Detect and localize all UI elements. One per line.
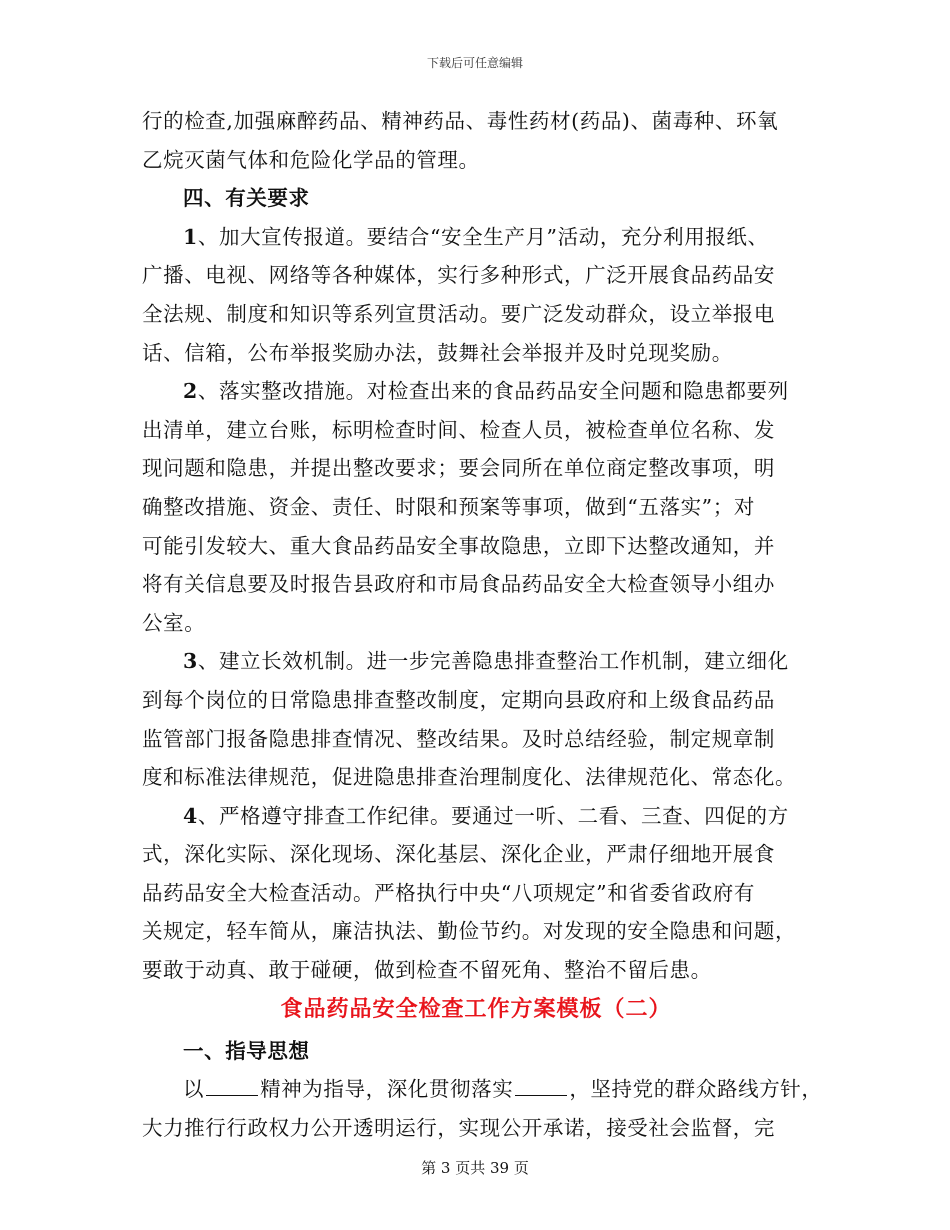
text-line: 出清单，建立台账，标明检查时间、检查人员，被检查单位名称、发 [142,417,775,442]
text-line: 监管部门报备隐患排查情况、整改结果。及时总结经验，制定规章制 [142,726,775,751]
fill-blank [515,1077,567,1096]
text-span: 、落实整改措施。对检查出来的食品药品安全问题和隐患都要列 [197,379,789,404]
text-line: 广播、电视、网络等各种媒体，实行多种形式，广泛开展食品药品安 [142,263,775,288]
text-line: 关规定，轻车简从，廉洁执法、勤俭节约。对发现的安全隐患和问题， [142,919,797,944]
paragraph-4-start [142,797,810,836]
page-header: 下载后可任意编辑 [426,56,523,70]
text-span: 、严格遵守排查工作纪律。要通过一听、二看、三查、四促的方 [197,803,789,828]
document-body [142,102,823,1147]
text-line: 全法规、制度和知识等系列宣贯活动。要广泛发动群众，设立举报电 [142,301,775,326]
text-line: 将有关信息要及时报告县政府和市局食品药品安全大检查领导小组办 [142,572,775,597]
paragraph-3-start [142,642,810,681]
text-span: 精神为指导，深化贯彻落实 [260,1077,514,1102]
text-line: 到每个岗位的日常隐患排查整改制度，定期向县政府和上级食品药品 [142,687,775,712]
fill-blank [206,1077,258,1096]
text-span: 、建立长效机制。进一步完善隐患排查整治工作机制，建立细化 [197,649,789,674]
page-footer: 第 3 页共 39 页 [421,1159,529,1177]
text-span: ，坚持党的群众路线方针， [569,1077,823,1102]
text-line: 乙烷灭菌气体和危险化学品的管理。 [142,147,480,172]
paragraph-1-start [142,218,810,257]
text-line: 度和标准法律规范，促进隐患排查治理制度化、法律规范化、常态化。 [142,765,797,790]
text-line: 公室。 [142,610,206,635]
item-number: 2 [183,379,198,404]
text-line: 话、信箱，公布举报奖励办法，鼓舞社会举报并及时兑现奖励。 [142,340,733,365]
item-number: 4 [183,803,198,828]
text-line: 要敢于动真、敢于碰硬，做到检查不留死角、整治不留后患。 [142,958,712,983]
section-heading: 四、有关要求 [183,186,310,211]
text-span: 以 [183,1077,205,1102]
text-line: 现问题和隐患，并提出整改要求；要会同所在单位商定整改事项，明 [142,456,775,481]
paragraph-2-start [142,372,810,411]
text-line: 式，深化实际、深化现场、深化基层、深化企业，严肃仔细地开展食 [142,842,775,867]
text-line-with-blanks [142,1070,823,1109]
section-title: 食品药品安全检查工作方案模板（二） [280,995,672,1022]
text-span: 、加大宣传报道。要结合“安全生产月”活动，充分利用报纸、 [197,224,769,249]
text-line: 确整改措施、资金、责任、时限和预案等事项，做到“五落实”；对 [142,494,755,519]
text-line: 行的检查,加强麻醉药品、精神药品、毒性药材(药品)、菌毒种、环氧 [142,109,779,133]
item-number: 1 [183,224,198,249]
text-line: 品药品安全大检查活动。严格执行中央“八项规定”和省委省政府有 [142,880,755,905]
text-line: 可能引发较大、重大食品药品安全事故隐患，立即下达整改通知，并 [142,533,775,558]
item-number: 3 [183,649,198,674]
section-heading: 一、指导思想 [183,1038,310,1063]
text-line: 大力推行行政权力公开透明运行，实现公开承诺，接受社会监督，完 [142,1115,775,1140]
